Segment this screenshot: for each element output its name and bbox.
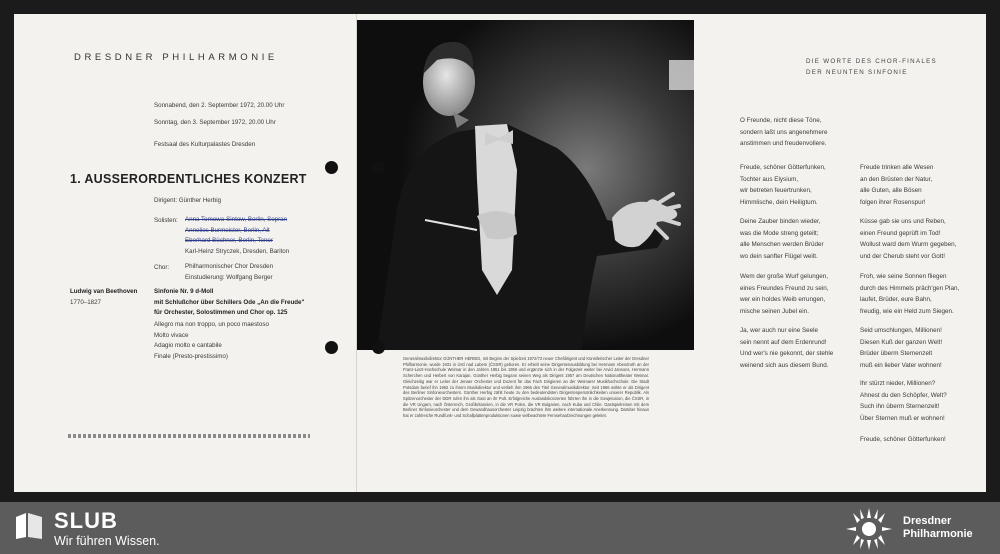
- lyrics-line: wo dein sanfter Flügel weilt.: [740, 252, 818, 260]
- lyrics-line: Freude, schöner Götterfunken!: [860, 436, 946, 443]
- lyrics-line: anstimmen und freudenvollere.: [740, 140, 827, 147]
- work-title-line-1: Sinfonie Nr. 9 d-Moll: [154, 288, 214, 295]
- slub-brand: SLUB: [54, 508, 118, 533]
- partner-line-2: Philharmonie: [903, 528, 973, 540]
- conductor-biography: Generalmusikdirektor GÜNTHER HERBIG, mit Beginn der Spielzeit 1972/73 neuer Chefdirigent und Künstlerischer Leiter der Dresdner Philharmonie, wurde 1931 in Ústí nad Labem (ČSSR) geboren. Er erhielt seine Dirigentenausbildung bei Hermann Abendroth an der Franz-Liszt-Hochschule Weimar in den Jahren 1951 bis 1956 und ergänzte sich in der Folgezeit weiter bei Arvid Jansons, Hermann Scherchen und Herbert von Karajan. Günther Herbig begann seinen Weg als Dirigent 1957 am Deutschen Nationaltheater Weimar. Gleichzeitig war er Leiter der Jenaer Orchester und Dozent für das Fach Dirigieren an der Weimarer Musikhochschule. Die Stadt Potsdam berief ihn 1962 zu ihrem Musikdirektor und verlieh ihm 1966 den Titel Generalmusikdirektor. Seit 1966 wirkte er als Dirigent des Berliner Sinfonieorchesters. Günther Herbig zählt heute zu den bedeutendsten Dirigentenpersönlichkeiten unserer Republik. Als Spitzenorchester der DDR rufen ihn als Gast an ihr Pult. Erfolgreiche Auslandskonzerten führten ihn in die Sowjetunion, die ČSSR, in die VR Ungarn, nach Österreich, Großbritannien, in die VR Polen, die VR Bulgarien, nach Kuba und Chile. Gastspielreisen mit dem Berliner Sinfonieorchester und dem Gewandhausorchester Leipzig brachten ihm weitere internationale Anerkennung. Darüber hinaus hat er zahlreiche Rundfunk- und Schallplattenproduktionen sowie vielbeachtete Fernsehaufzeichnungen geleitet.: [403, 356, 649, 419]
- lyrics-heading-line-1: DIE WORTE DES CHOR-FINALES: [806, 58, 937, 65]
- lyrics-stanza: [860, 271, 959, 317]
- slub-tagline: Wir führen Wissen.: [54, 534, 160, 548]
- lyrics-stanza: [860, 162, 933, 208]
- program-middle-panel: [357, 14, 694, 492]
- lyrics-line: und der Cherub steht vor Gott!: [860, 252, 946, 260]
- lyrics-stanza: [740, 325, 833, 371]
- slub-logo-icon: [14, 511, 44, 541]
- conductor-photo-image: [357, 20, 694, 350]
- orchestra-name: DRESDNER PHILHARMONIE: [74, 52, 278, 63]
- program-left-panel: [14, 14, 356, 492]
- lyrics-line: Deine Zauber binden wieder,: [740, 218, 821, 225]
- lyrics-line: folgen ihrer Rosenspur!: [860, 198, 926, 206]
- concert-date-2: Sonntag, den 3. September 1972, 20.00 Uhr: [154, 119, 276, 126]
- lyrics-stanza: [740, 216, 824, 262]
- lyrics-stanza: [860, 434, 946, 446]
- soloist-soprano: Anna Tomowa-Sintow, Berlin, Sopran: [185, 216, 288, 223]
- lyrics-line: Ahnest du den Schöpfer, Welt?: [860, 391, 947, 399]
- lyrics-line: Küsse gab sie uns und Reben,: [860, 218, 946, 225]
- lyrics-heading-line-2: DER NEUNTEN SINFONIE: [806, 69, 908, 76]
- lyrics-line: Ja, wer auch nur eine Seele: [740, 327, 819, 334]
- conductor: Dirigent: Günther Herbig: [154, 197, 222, 204]
- movements-list: [154, 320, 269, 362]
- work-title: [154, 287, 304, 319]
- lyrics-line: Such ihn überm Sternenzelt!: [860, 403, 940, 410]
- program-right-panel: [694, 14, 986, 492]
- lyrics-line: Froh, wie seine Sonnen fliegen: [860, 273, 947, 280]
- footer-bar: [0, 502, 1000, 554]
- soloist-tenor: Eberhard Büchner, Berlin, Tenor: [185, 237, 273, 244]
- movement-1: Allegro ma non troppo, un poco maestoso: [154, 321, 269, 328]
- lyrics-line: Ihr stürzt nieder, Millionen?: [860, 380, 936, 387]
- lyrics-line: Freude, schöner Götterfunken,: [740, 164, 826, 171]
- lyrics-line: Und wer's nie gekonnt, der stehle: [740, 350, 834, 357]
- lyrics-intro: [740, 115, 828, 150]
- conductor-photo: [357, 20, 694, 350]
- concert-date-1: Sonnabend, den 2. September 1972, 20.00 Uhr: [154, 102, 285, 109]
- lyrics-line: Tochter aus Elysium,: [740, 175, 799, 183]
- choir-label: Chor:: [154, 264, 170, 271]
- soloist-baritone: Karl-Heinz Stryczek, Dresden, Bariton: [185, 247, 290, 255]
- lyrics-line: Wem der große Wurf gelungen,: [740, 273, 828, 280]
- lyrics-stanza: [860, 216, 956, 262]
- lyrics-line: laufet, Brüder, eure Bahn,: [860, 296, 932, 303]
- lyrics-line: Über Sternen muß er wohnen!: [860, 414, 945, 422]
- lyrics-line: O Freunde, nicht diese Töne,: [740, 117, 822, 124]
- lyrics-line: wir betreten feuertrunken,: [740, 187, 812, 194]
- lyrics-line: an den Brüsten der Natur,: [860, 175, 933, 183]
- choir-director: Einstudierung: Wolfgang Berger: [185, 273, 273, 281]
- lyrics-stanza: [860, 378, 947, 424]
- lyrics-line: Diesen Kuß der ganzen Welt!: [860, 338, 943, 346]
- concert-venue: Festsaal des Kulturpalastes Dresden: [154, 141, 256, 148]
- lyrics-heading: [806, 56, 937, 78]
- lyrics-line: Seid umschlungen, Millionen!: [860, 327, 942, 334]
- lyrics-line: muß ein lieber Vater wohnen!: [860, 361, 942, 369]
- lyrics-line: Himmlische, dein Heiligtum.: [740, 198, 818, 206]
- dresdner-philharmonie-wordmark: [903, 515, 973, 541]
- punch-hole: [325, 161, 338, 174]
- composer-years: 1770–1827: [70, 298, 101, 306]
- partner-line-1: Dresdner: [903, 515, 952, 527]
- movement-4: Finale (Presto-prestissimo): [154, 352, 228, 360]
- dashed-divider: [68, 434, 310, 438]
- lyrics-line: freudig, wie ein Held zum Siegen.: [860, 307, 954, 315]
- punch-hole: [325, 341, 338, 354]
- lyrics-line: eines Freundes Freund zu sein,: [740, 284, 829, 292]
- lyrics-line: durch des Himmels präch'gen Plan,: [860, 284, 960, 292]
- composer-name: Ludwig van Beethoven: [70, 288, 138, 295]
- work-title-line-2: mit Schlußchor über Schillers Ode „An die Freude": [154, 298, 305, 306]
- movement-3: Adagio molto e cantabile: [154, 342, 222, 349]
- program-sheet: [14, 14, 986, 492]
- movement-2: Molto vivace: [154, 331, 189, 339]
- lyrics-line: Freude trinken alle Wesen: [860, 164, 934, 171]
- lyrics-line: sondern laßt uns angenehmere: [740, 128, 828, 136]
- lyrics-stanza: [740, 162, 826, 208]
- soloist-alto: Annelies Burmeister, Berlin, Alt: [185, 226, 270, 234]
- choir-name: Philharmonischer Chor Dresden: [185, 263, 274, 270]
- lyrics-line: alle Guten, alle Bösen: [860, 187, 922, 194]
- lyrics-line: alle Menschen werden Brüder: [740, 241, 824, 248]
- choir-info: [185, 262, 273, 283]
- lyrics-line: Wollust ward dem Wurm gegeben,: [860, 241, 957, 248]
- work-title-line-3: für Orchester, Solostimmen und Chor op. 125: [154, 309, 288, 316]
- lyrics-line: sein nennt auf dem Erdenrund!: [740, 338, 827, 346]
- soloists-label: Solisten:: [154, 217, 178, 224]
- dresdner-philharmonie-logo-icon: [842, 506, 896, 552]
- soloists-list: [185, 215, 289, 257]
- lyrics-line: was die Mode streng geteilt;: [740, 229, 819, 237]
- concert-title: 1. AUSSERORDENTLICHES KONZERT: [70, 172, 307, 186]
- composer: [70, 287, 137, 308]
- lyrics-line: weinend sich aus diesem Bund.: [740, 361, 829, 369]
- lyrics-line: wer ein holdes Weib errungen,: [740, 296, 826, 303]
- lyrics-line: mische seinen Jubel ein.: [740, 307, 809, 315]
- lyrics-stanza: [740, 271, 829, 317]
- lyrics-line: einen Freund geprüft im Tod!: [860, 229, 941, 237]
- punch-hole: [372, 341, 385, 354]
- lyrics-stanza: [860, 325, 942, 371]
- punch-hole: [372, 161, 385, 174]
- lyrics-line: Brüder überm Sternenzelt: [860, 350, 933, 357]
